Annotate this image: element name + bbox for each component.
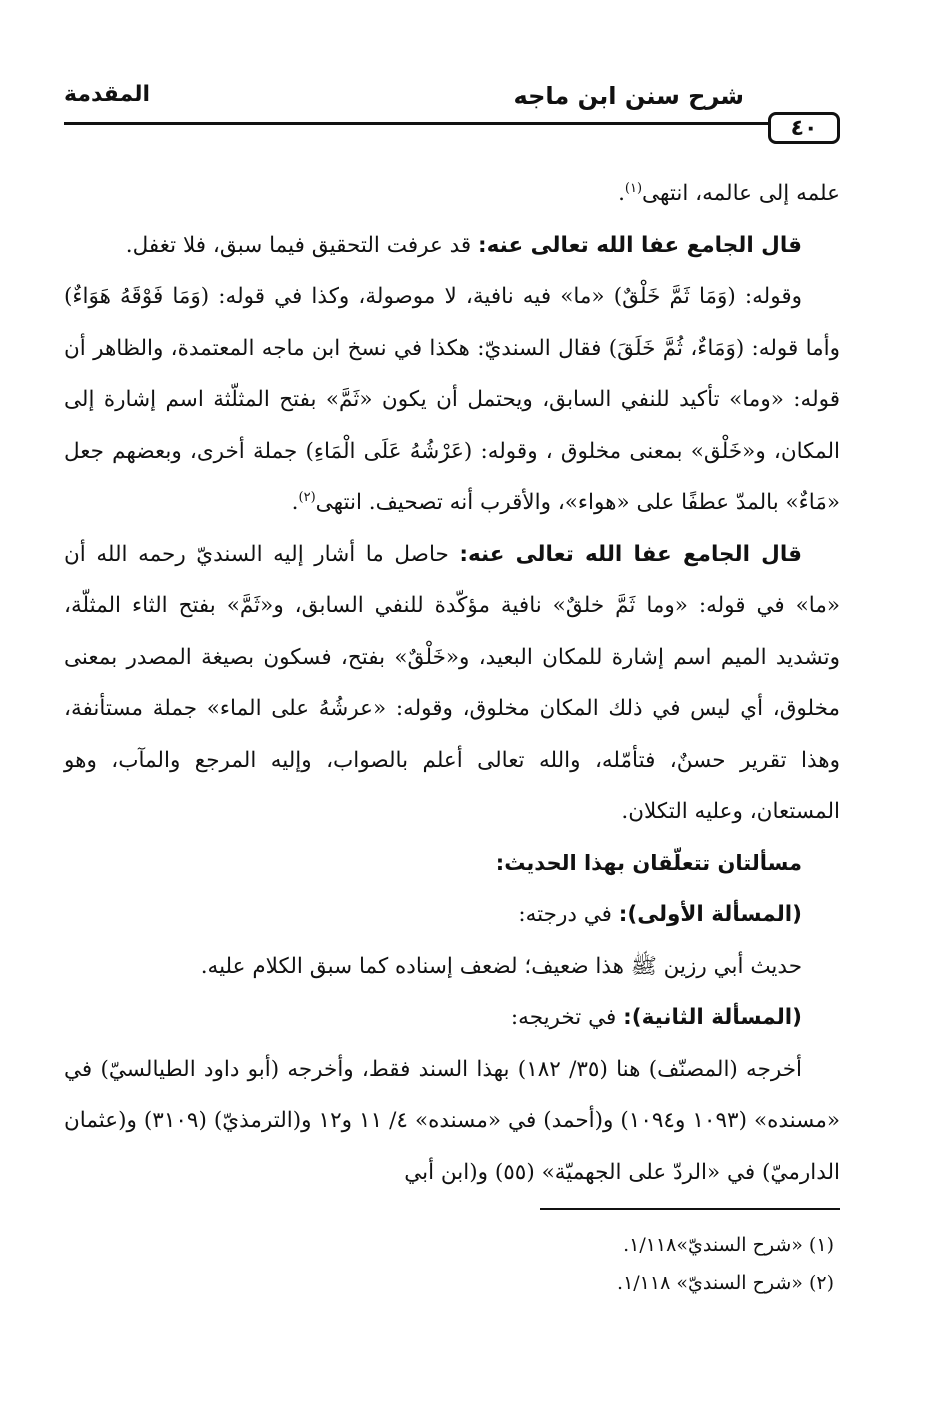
page-number: ٤٠ (768, 112, 840, 144)
question-2-text: أخرجه (المصنّف) هنا (٣٥/ ١٨٢) بهذا السند فقط، وأخرجه (أبو داود الطيالسيّ) في «مسنده» (١٠٩٣ و١٠٩٤) و(أحمد) في «مسنده» ٤/ ١١ و١٢ و(الترمذيّ) (٣١٠٩) و(عثمان الدارميّ) في «الردّ على الجهميّة» (٥٥) و(ابن أبي (64, 1056, 840, 1185)
footnote-ref-1: (١) (624, 180, 643, 196)
paragraph-3-text: وقوله: (وَمَا ثَمَّ خَلْقٌ) «ما» فيه نافية، لا موصولة، وكذا في قوله: (وَمَا فَوْقَهُ هَوَاءٌ) وأما قوله: (وَمَاءٌ، ثُمَّ خَلَقَ) فقال السنديّ: هكذا في نسخ ابن ماجه المعتمدة، والظاهر أن قوله: «وما» تأكيد للنفي السابق، ويحتمل أن يكون «ثَمَّ» بفتح المثلّثة اسم إشارة إلى المكان، و«خَلْق» بمعنى مخلوق ، وقوله: (عَرْشُهُ عَلَى الْمَاءِ) جملة أخرى، وبعضهم جعل «مَاءٌ» بالمدّ عطفًا على «هواء»، والأقرب أنه تصحيف. انتهى (64, 284, 840, 515)
section-heading: مسألتان تتعلّقان بهذا الحديث: (495, 850, 802, 875)
page-header (64, 78, 840, 141)
question-1 (64, 889, 840, 941)
question-1-label: في درجته: (518, 902, 619, 927)
paragraph-1-text: علمه إلى عالمه، انتهى (642, 181, 840, 206)
question-1-lead: (المسألة الأولى): (618, 902, 802, 927)
paragraph-3-end: . (291, 490, 299, 515)
footnote-ref-2: (٢) (298, 489, 316, 505)
footnote-1: (١) «شرح السنديّ»١/١١٨. (623, 1234, 834, 1256)
paragraph-1 (64, 168, 840, 220)
paragraph-4-lead: قال الجامع عفا الله تعالى عنه: (459, 541, 802, 567)
section-title: المقدمة (64, 82, 151, 107)
paragraph-3 (64, 271, 840, 529)
question-2-lead: (المسألة الثانية): (623, 1005, 802, 1030)
paragraph-2-lead: قال الجامع عفا الله تعالى عنه: (478, 232, 802, 258)
paragraph-4-text: حاصل ما أشار إليه السنديّ رحمه الله أن «ما» في قوله: «وما ثَمَّ خلقٌ» نافية مؤكّدة للنفي السابق، و«ثَمَّ» بفتح الثاء المثلّة، وتشديد الميم اسم إشارة للمكان البعيد، و«خَلْقٌ» بفتح، فسكون بصيغة المصدر بمعنى مخلوق، أي ليس في ذلك المكان مخلوق، وقوله: «عرشُهُ على الماء» جملة مستأنفة، وهذا تقرير حسنٌ، فتأمّله، والله تعالى أعلم بالصواب، وإليه المرجع والمآب، وهو المستعان، وعليه التكلان. (64, 541, 840, 824)
paragraph-1-end: . (618, 181, 625, 206)
footnote-rule (540, 1208, 840, 1210)
running-title: شرح سنن ابن ماجه (513, 82, 744, 110)
question-1-text: حديث أبي رزين ﷺ هذا ضعيف؛ لضعف إسناده كما سبق الكلام عليه. (200, 953, 802, 979)
footnote-2: (٢) «شرح السنديّ» ١/١١٨. (617, 1272, 834, 1294)
paragraph-4 (64, 529, 840, 838)
paragraph-2 (64, 220, 840, 272)
paragraph-2-text: قد عرفت التحقيق فيما سبق، فلا تغفل. (125, 232, 479, 258)
footnotes (617, 1226, 834, 1302)
main-text (64, 168, 840, 1198)
question-2-label: في تخريجه: (510, 1005, 624, 1030)
header-rule (64, 122, 768, 125)
question-2 (64, 992, 840, 1044)
